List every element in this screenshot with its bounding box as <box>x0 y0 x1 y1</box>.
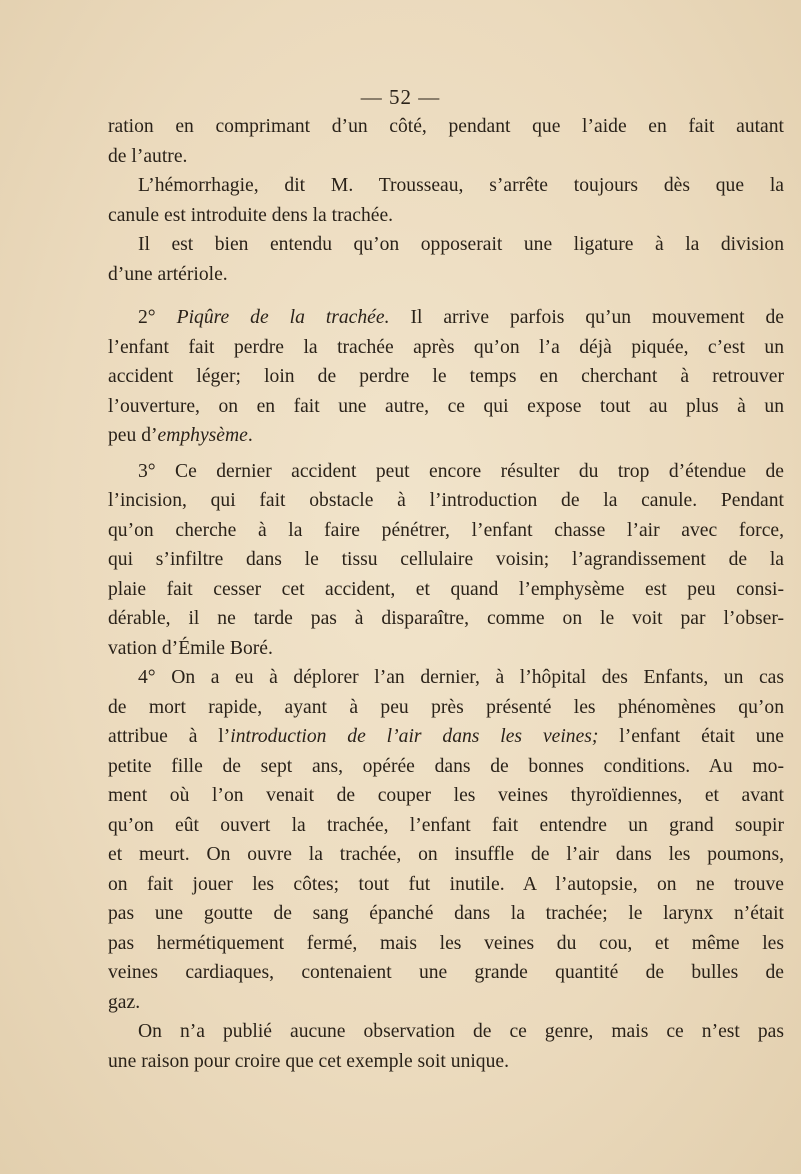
text-line: petite fille de sept ans, opérée dans de bonnes conditions. Au mo- <box>108 755 784 777</box>
text-line: Il est bien entendu qu’on opposerait une ligature à la division <box>138 234 784 255</box>
text-fragment: l’enfant était une <box>598 726 785 747</box>
text-line: de mort rapide, ayant à peu près présenté les phénomènes qu’on <box>108 696 784 718</box>
text-line: de l’autre. <box>108 145 188 167</box>
text-line: pas hermétiquement fermé, mais les veines du cou, et même les <box>108 932 784 954</box>
page-number: — 52 — <box>360 85 441 109</box>
text-line: d’une artériole. <box>108 263 228 285</box>
text-line: gaz. <box>108 991 141 1013</box>
text-line: vation d’Émile Boré. <box>108 637 273 659</box>
text-line: pas une goutte de sang épanché dans la trachée; le larynx n’était <box>108 903 784 924</box>
emphasis-term: emphysème <box>157 425 248 446</box>
text-line: et meurt. On ouvre la trachée, on insuffle de l’air dans les poumons, <box>108 844 784 865</box>
section-number: 2° <box>138 307 156 328</box>
paragraph-conclusion <box>108 1017 784 1076</box>
text-line <box>108 303 784 333</box>
paragraph-tracheal-puncture <box>108 303 784 451</box>
paragraph-continuation <box>108 112 784 171</box>
paragraph-ligature <box>108 230 784 289</box>
text-line: l’ouverture, on en fait une autre, ce qui expose tout au plus à un <box>108 395 784 417</box>
text-fragment: attribue à l’ <box>108 726 231 747</box>
paragraph-incision <box>108 457 784 664</box>
text-line: ration en comprimant d’un côté, pendant que l’aide en fait autant <box>108 116 784 137</box>
text-line: l’incision, qui fait obstacle à l’introduction de la canule. Pendant <box>108 490 784 511</box>
text-fragment: Il arrive parfois qu’un mouvement de <box>410 307 784 328</box>
text-line: accident léger; loin de perdre le temps en cherchant à retrouver <box>108 366 784 387</box>
text-fragment: . <box>247 425 253 446</box>
text-line: 3° Ce dernier accident peut encore résulter du trop d’étendue de <box>138 460 784 482</box>
text-line: qu’on eût ouvert la trachée, l’enfant fait entendre un grand soupir <box>108 814 784 836</box>
body-text <box>108 112 784 1076</box>
emphasis-term: introduction de l’air dans les veines; <box>230 726 599 747</box>
text-line: une raison pour croire que cet exemple soit unique. <box>108 1050 509 1072</box>
text-line: On n’a publié aucune observation de ce genre, mais ce n’est pas <box>138 1021 784 1042</box>
text-line: dérable, il ne tarde pas à disparaître, comme on le voit par l’obser- <box>108 608 784 629</box>
paragraph-gap <box>108 289 784 303</box>
section-title: Piqûre de la trachée. <box>176 307 390 328</box>
text-line <box>108 421 784 451</box>
text-line: canule est introduite dens la trachée. <box>108 204 394 226</box>
text-fragment: peu d’ <box>108 425 158 446</box>
text-line: qui s’infiltre dans le tissu cellulaire voisin; l’agrandissement de la <box>108 549 784 570</box>
text-line: plaie fait cesser cet accident, et quand l’emphysème est peu consi- <box>108 578 784 600</box>
paragraph-hemorrhage <box>108 171 784 230</box>
text-line: ment où l’on venait de couper les veines thyroïdiennes, et avant <box>108 785 784 806</box>
text-line: veines cardiaques, contenaient une grande quantité de bulles de <box>108 962 784 983</box>
text-line <box>108 722 784 752</box>
text-line: qu’on cherche à la faire pénétrer, l’enfant chasse l’air avec force, <box>108 519 784 541</box>
text-line: l’enfant fait perdre la trachée après qu’on l’a déjà piquée, c’est un <box>108 336 784 358</box>
text-line: on fait jouer les côtes; tout fut inutile. A l’autopsie, on ne trouve <box>108 873 784 895</box>
text-line: L’hémorrhagie, dit M. Trousseau, s’arrête toujours dès que la <box>138 175 784 196</box>
text-line: 4° On a eu à déplorer l’an dernier, à l’hôpital des Enfants, un cas <box>138 667 784 688</box>
paragraph-air-embolism <box>108 663 784 1017</box>
